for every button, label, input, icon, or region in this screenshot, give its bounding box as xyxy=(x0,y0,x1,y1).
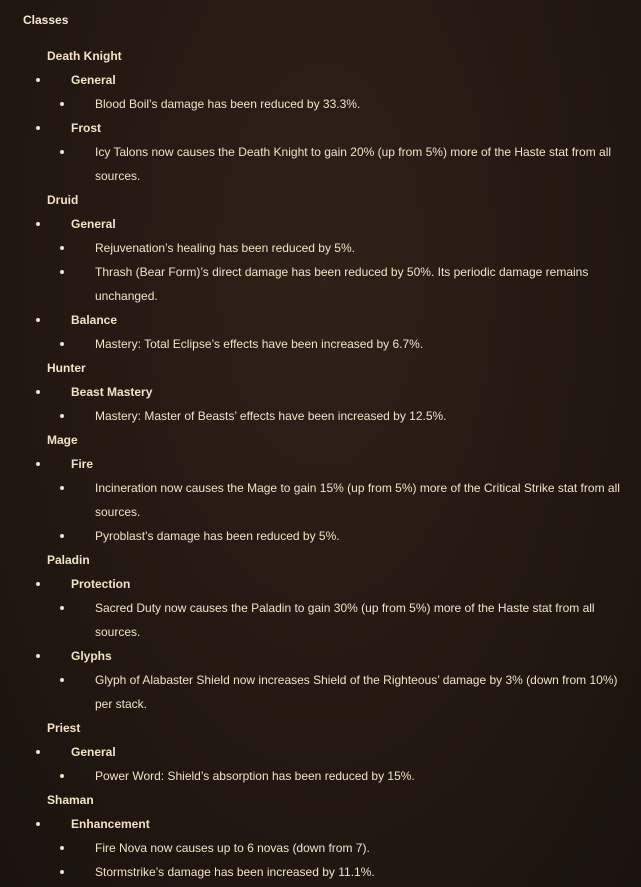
bullet-icon xyxy=(36,582,40,586)
bullet-icon xyxy=(36,126,40,130)
note-text: Power Word: Shield’s absorption has been reduced by 15%. xyxy=(95,769,415,783)
bullet-icon xyxy=(36,78,40,82)
bullet-icon xyxy=(60,150,64,154)
note-list xyxy=(71,668,641,716)
note-item xyxy=(71,764,641,788)
group-list xyxy=(47,68,641,188)
class-item xyxy=(0,716,641,788)
class-name: Hunter xyxy=(47,361,86,375)
bullet-icon xyxy=(60,270,64,274)
group-item xyxy=(47,572,641,644)
note-text: Rejuvenation’s healing has been reduced by 5%. xyxy=(95,241,355,255)
bullet-icon xyxy=(60,414,64,418)
bullet-icon xyxy=(60,870,64,874)
bullet-icon xyxy=(60,486,64,490)
group-item xyxy=(47,380,641,428)
note-list xyxy=(71,236,641,308)
group-name: General xyxy=(71,745,116,759)
group-item xyxy=(47,644,641,716)
note-item xyxy=(71,524,641,548)
group-name: General xyxy=(71,73,116,87)
note-text: Incineration now causes the Mage to gain 15% (up from 5%) more of the Critical Strike stat from all sources. xyxy=(95,481,620,519)
group-item xyxy=(47,212,641,308)
note-text: Pyroblast’s damage has been reduced by 5%. xyxy=(95,529,340,543)
note-item xyxy=(71,140,641,188)
group-name: Fire xyxy=(71,457,94,471)
class-name: Shaman xyxy=(47,793,94,807)
group-item xyxy=(47,116,641,188)
note-text: Blood Boil’s damage has been reduced by 33.3%. xyxy=(95,97,361,111)
class-item xyxy=(0,788,641,884)
note-list xyxy=(71,476,641,548)
note-item xyxy=(71,404,641,428)
bullet-icon xyxy=(36,222,40,226)
note-item xyxy=(71,236,641,260)
bullet-icon xyxy=(36,390,40,394)
bullet-icon xyxy=(60,774,64,778)
bullet-icon xyxy=(60,102,64,106)
note-item xyxy=(71,92,641,116)
note-list xyxy=(71,140,641,188)
group-item xyxy=(47,452,641,548)
note-text: Icy Talons now causes the Death Knight to gain 20% (up from 5%) more of the Haste stat from all sources. xyxy=(95,145,612,183)
bullet-icon xyxy=(36,750,40,754)
bullet-icon xyxy=(60,534,64,538)
group-item xyxy=(47,740,641,788)
group-name: Balance xyxy=(71,313,118,327)
bullet-icon xyxy=(36,462,40,466)
note-list xyxy=(71,836,641,884)
class-item xyxy=(0,44,641,188)
note-item xyxy=(71,668,641,716)
class-name: Druid xyxy=(47,193,79,207)
note-item xyxy=(71,836,641,860)
note-text: Mastery: Master of Beasts’ effects have been increased by 12.5%. xyxy=(95,409,447,423)
class-item xyxy=(0,548,641,716)
class-list xyxy=(0,44,641,884)
group-list xyxy=(47,212,641,356)
group-name: Glyphs xyxy=(71,649,112,663)
bullet-icon xyxy=(60,342,64,346)
group-item xyxy=(47,68,641,116)
note-list xyxy=(71,404,641,428)
note-list xyxy=(71,764,641,788)
bullet-icon xyxy=(60,846,64,850)
group-name: Beast Mastery xyxy=(71,385,153,399)
note-text: Thrash (Bear Form)’s direct damage has been reduced by 50%. Its periodic damage remains unchanged. xyxy=(95,265,589,303)
bullet-icon xyxy=(36,318,40,322)
note-item xyxy=(71,476,641,524)
group-list xyxy=(47,572,641,716)
class-name: Priest xyxy=(47,721,81,735)
class-item xyxy=(0,356,641,428)
note-text: Glyph of Alabaster Shield now increases Shield of the Righteous’ damage by 3% (down from 10%) per stack. xyxy=(95,673,618,711)
group-item xyxy=(47,308,641,356)
bullet-icon xyxy=(60,678,64,682)
note-list xyxy=(71,332,641,356)
bullet-icon xyxy=(60,246,64,250)
bullet-icon xyxy=(60,606,64,610)
group-list xyxy=(47,380,641,428)
note-text: Mastery: Total Eclipse’s effects have been increased by 6.7%. xyxy=(95,337,424,351)
bullet-icon xyxy=(36,654,40,658)
section-heading: Classes xyxy=(23,13,69,27)
note-text: Fire Nova now causes up to 6 novas (down from 7). xyxy=(95,841,370,855)
note-item xyxy=(71,260,641,308)
group-list xyxy=(47,812,641,884)
note-item xyxy=(71,332,641,356)
class-name: Mage xyxy=(47,433,78,447)
note-item xyxy=(71,860,641,884)
group-name: Protection xyxy=(71,577,131,591)
group-list xyxy=(47,452,641,548)
note-list xyxy=(71,92,641,116)
class-name: Death Knight xyxy=(47,49,122,63)
note-text: Sacred Duty now causes the Paladin to gain 30% (up from 5%) more of the Haste stat from all sources. xyxy=(95,601,595,639)
note-list xyxy=(71,596,641,644)
class-item xyxy=(0,428,641,548)
class-item xyxy=(0,188,641,356)
class-name: Paladin xyxy=(47,553,90,567)
group-name: General xyxy=(71,217,116,231)
group-list xyxy=(47,740,641,788)
group-name: Enhancement xyxy=(71,817,150,831)
group-name: Frost xyxy=(71,121,101,135)
note-item xyxy=(71,596,641,644)
note-text: Stormstrike’s damage has been increased by 11.1%. xyxy=(95,865,375,879)
group-item xyxy=(47,812,641,884)
bullet-icon xyxy=(36,822,40,826)
